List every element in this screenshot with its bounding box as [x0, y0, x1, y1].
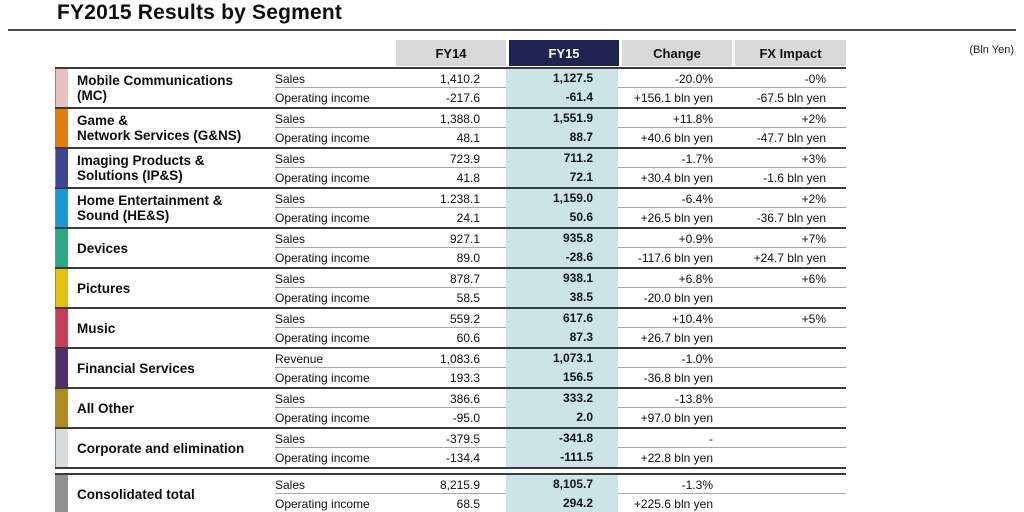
fy15-value: -111.5	[506, 448, 618, 467]
fy15-value: 1,073.1	[506, 349, 618, 368]
metric-label: Sales	[275, 477, 306, 492]
segment-row	[55, 267, 846, 307]
segment-results-table	[55, 40, 846, 512]
change-value: -117.6 bln yen	[637, 250, 713, 265]
metric-label: Sales	[275, 191, 306, 206]
fy14-value: 1,410.2	[439, 71, 480, 86]
fx-impact-value: +24.7 bln yen	[753, 250, 826, 265]
fy14-value: 927.1	[449, 231, 480, 246]
segment-name-line1: Game &	[77, 113, 129, 128]
fy15-value: 38.5	[506, 288, 618, 307]
segment-color-bar	[55, 389, 68, 427]
metric-row-operating-income	[275, 368, 846, 387]
metric-label: Sales	[275, 71, 306, 86]
change-value: -1.3%	[681, 477, 713, 492]
metric-label: Operating income	[275, 90, 370, 105]
segment-name-line1: Home Entertainment &	[77, 193, 223, 208]
fx-impact-value: +3%	[801, 151, 826, 166]
fy14-value: 1,083.6	[439, 351, 480, 366]
change-value: +97.0 bln yen	[640, 410, 713, 425]
segment-name	[68, 349, 275, 387]
metric-row-operating-income	[275, 128, 846, 147]
segment-row	[55, 69, 846, 107]
column-header-fy14: FY14	[396, 40, 506, 66]
segment-name-line2: Network Services (G&NS)	[77, 128, 242, 143]
fy15-value: 1,551.9	[506, 109, 618, 128]
fy14-value: 878.7	[449, 271, 480, 286]
fy15-value: 333.2	[506, 389, 618, 408]
change-value: +11.8%	[672, 111, 713, 126]
segment-metric-rows	[275, 109, 846, 147]
metric-row-operating-income	[275, 448, 846, 467]
fx-impact-value: +7%	[801, 231, 826, 246]
metric-row-operating-income	[275, 408, 846, 427]
fy14-value: 24.1	[456, 210, 480, 225]
segment-metric-rows	[275, 429, 846, 467]
segment-name	[68, 389, 275, 427]
fy14-value: 60.6	[456, 330, 480, 345]
change-value: -13.8%	[674, 391, 713, 406]
segment-metric-rows	[275, 309, 846, 347]
metric-row-operating-income	[275, 248, 846, 267]
change-value: -1.7%	[681, 151, 713, 166]
fy15-value: 8,105.7	[506, 475, 618, 494]
metric-row-sales	[275, 309, 846, 328]
fy14-value: 1.238.1	[439, 191, 480, 206]
segment-name-line2: Solutions (IP&S)	[77, 168, 183, 183]
fy14-value: 193.3	[449, 370, 480, 385]
segment-name	[68, 309, 275, 347]
change-value: -20.0 bln yen	[643, 290, 713, 305]
change-value: -36.8 bln yen	[643, 370, 713, 385]
fy15-value: 938.1	[506, 269, 618, 288]
metric-row-operating-income	[275, 288, 846, 307]
segment-color-bar	[55, 269, 68, 307]
metric-row-operating-income	[275, 168, 846, 187]
metric-label: Operating income	[275, 170, 370, 185]
fy14-value: 58.5	[456, 290, 480, 305]
segment-name-line1: Consolidated total	[77, 486, 195, 502]
segment-row	[55, 473, 846, 512]
segment-name-line1: Financial Services	[77, 360, 195, 376]
segment-name	[68, 269, 275, 307]
segment-row	[55, 107, 846, 147]
title-underline	[8, 29, 1016, 31]
metric-row-sales	[275, 429, 846, 448]
metric-row-operating-income	[275, 328, 846, 347]
segment-name-line2: (MC)	[77, 88, 107, 103]
segment-color-bar	[55, 229, 68, 267]
metric-label: Sales	[275, 231, 306, 246]
fy15-value: 935.8	[506, 229, 618, 248]
segment-color-bar	[55, 349, 68, 387]
segment-metric-rows	[275, 229, 846, 267]
segment-name-line2: Sound (HE&S)	[77, 208, 170, 223]
segment-name	[68, 109, 275, 147]
segment-row	[55, 227, 846, 267]
fy15-value: 50.6	[506, 208, 618, 227]
change-value: +40.6 bln yen	[640, 130, 713, 145]
metric-label: Operating income	[275, 290, 370, 305]
segment-row	[55, 307, 846, 347]
fy15-value: 617.6	[506, 309, 618, 328]
segment-metric-rows	[275, 349, 846, 387]
segment-color-bar	[55, 475, 68, 512]
metric-row-operating-income	[275, 208, 846, 227]
metric-row-sales	[275, 269, 846, 288]
metric-label: Operating income	[275, 210, 370, 225]
change-value: -1.0%	[681, 351, 713, 366]
change-value: +0.9%	[678, 231, 713, 246]
column-header-change: Change	[622, 40, 732, 66]
segment-metric-rows	[275, 149, 846, 187]
fx-impact-value: +5%	[801, 311, 826, 326]
metric-label: Sales	[275, 431, 306, 446]
fy15-value: 88.7	[506, 128, 618, 147]
change-value: +26.7 bln yen	[640, 330, 713, 345]
segment-color-bar	[55, 309, 68, 347]
change-value: -	[709, 431, 713, 446]
segment-name	[68, 69, 275, 107]
change-value: -20.0%	[674, 71, 713, 86]
segment-row	[55, 387, 846, 427]
metric-label: Operating income	[275, 250, 370, 265]
metric-label: Operating income	[275, 410, 370, 425]
segment-name	[68, 149, 275, 187]
fy14-value: -95.0	[452, 410, 480, 425]
segment-name-line1: Mobile Communications	[77, 73, 234, 88]
fx-impact-value: -0%	[804, 71, 826, 86]
metric-label: Sales	[275, 311, 306, 326]
fy14-value: 1,388.0	[439, 111, 480, 126]
segment-row	[55, 187, 846, 227]
metric-label: Operating income	[275, 330, 370, 345]
metric-row-sales	[275, 389, 846, 408]
metric-label: Sales	[275, 271, 306, 286]
metric-row-sales	[275, 149, 846, 168]
fx-impact-value: -47.7 bln yen	[756, 130, 826, 145]
segment-name	[68, 475, 275, 512]
column-header-fy15: FY15	[509, 40, 619, 66]
metric-label: Revenue	[275, 351, 324, 366]
metric-label: Operating income	[275, 130, 370, 145]
fy14-value: 8,215.9	[439, 477, 480, 492]
fy14-value: 68.5	[456, 496, 480, 511]
fy15-value: 72.1	[506, 168, 618, 187]
fy14-value: 559.2	[449, 311, 480, 326]
change-value: +26.5 bln yen	[640, 210, 713, 225]
change-value: +225.6 bln yen	[633, 496, 713, 511]
metric-label: Operating income	[275, 370, 370, 385]
segment-metric-rows	[275, 389, 846, 427]
metric-row-operating-income	[275, 494, 846, 512]
segment-color-bar	[55, 429, 68, 467]
metric-row-sales	[275, 229, 846, 248]
segment-color-bar	[55, 149, 68, 187]
table-header-row	[55, 40, 846, 67]
fy14-value: 386.6	[449, 391, 480, 406]
fy15-value: 1,159.0	[506, 189, 618, 208]
segment-row	[55, 347, 846, 387]
change-value: -6.4%	[681, 191, 713, 206]
metric-row-sales	[275, 475, 846, 494]
fy14-value: 89.0	[456, 250, 480, 265]
segment-metric-rows	[275, 189, 846, 227]
fy15-value: 87.3	[506, 328, 618, 347]
metric-label: Operating income	[275, 496, 370, 511]
fy14-value: -134.4	[445, 450, 480, 465]
fy14-value: 48.1	[456, 130, 480, 145]
unit-note: (Bln Yen)	[969, 44, 1014, 56]
fy14-value: -379.5	[445, 431, 480, 446]
segment-name-line1: Music	[77, 320, 116, 336]
page-title: FY2015 Results by Segment	[57, 1, 343, 24]
metric-row-operating-income	[275, 88, 846, 107]
fy15-value: -61.4	[506, 88, 618, 107]
fy15-value: 2.0	[506, 408, 618, 427]
fx-impact-value: -67.5 bln yen	[756, 90, 826, 105]
metric-row-sales	[275, 189, 846, 208]
metric-label: Sales	[275, 151, 306, 166]
fx-impact-value: -36.7 bln yen	[756, 210, 826, 225]
segment-metric-rows	[275, 475, 846, 512]
fx-impact-value: +2%	[801, 191, 826, 206]
fy15-value: 156.5	[506, 368, 618, 387]
segment-row	[55, 427, 846, 469]
change-value: +10.4%	[671, 311, 713, 326]
segment-color-bar	[55, 109, 68, 147]
segment-name	[68, 429, 275, 467]
fx-impact-value: +2%	[801, 111, 826, 126]
segment-name-line1: All Other	[77, 400, 135, 416]
segment-row	[55, 147, 846, 187]
segment-color-bar	[55, 69, 68, 107]
column-header-fx-impact: FX Impact	[735, 40, 846, 66]
segment-name-line1: Corporate and elimination	[77, 440, 245, 456]
metric-row-sales	[275, 109, 846, 128]
change-value: +6.8%	[678, 271, 713, 286]
segment-name	[68, 229, 275, 267]
fx-impact-value: +6%	[801, 271, 826, 286]
segment-metric-rows	[275, 269, 846, 307]
change-value: +30.4 bln yen	[640, 170, 713, 185]
metric-label: Sales	[275, 391, 306, 406]
segment-color-bar	[55, 189, 68, 227]
metric-label: Sales	[275, 111, 306, 126]
table-body	[55, 67, 846, 512]
fx-impact-value: -1.6 bln yen	[763, 170, 826, 185]
fy15-value: -28.6	[506, 248, 618, 267]
fy15-value: 711.2	[506, 149, 618, 168]
fy15-value: -341.8	[506, 429, 618, 448]
segment-name-line1: Imaging Products &	[77, 153, 205, 168]
change-value: +156.1 bln yen	[633, 90, 713, 105]
segment-metric-rows	[275, 69, 846, 107]
change-value: +22.8 bln yen	[640, 450, 713, 465]
fy15-value: 294.2	[506, 494, 618, 512]
fy14-value: 723.9	[449, 151, 480, 166]
metric-row-sales	[275, 349, 846, 368]
metric-label: Operating income	[275, 450, 370, 465]
fy14-value: -217.6	[445, 90, 480, 105]
fy14-value: 41.8	[456, 170, 480, 185]
segment-name-line1: Devices	[77, 240, 129, 256]
segment-name-line1: Pictures	[77, 280, 131, 296]
metric-row-sales	[275, 69, 846, 88]
segment-name	[68, 189, 275, 227]
fy15-value: 1,127.5	[506, 69, 618, 88]
